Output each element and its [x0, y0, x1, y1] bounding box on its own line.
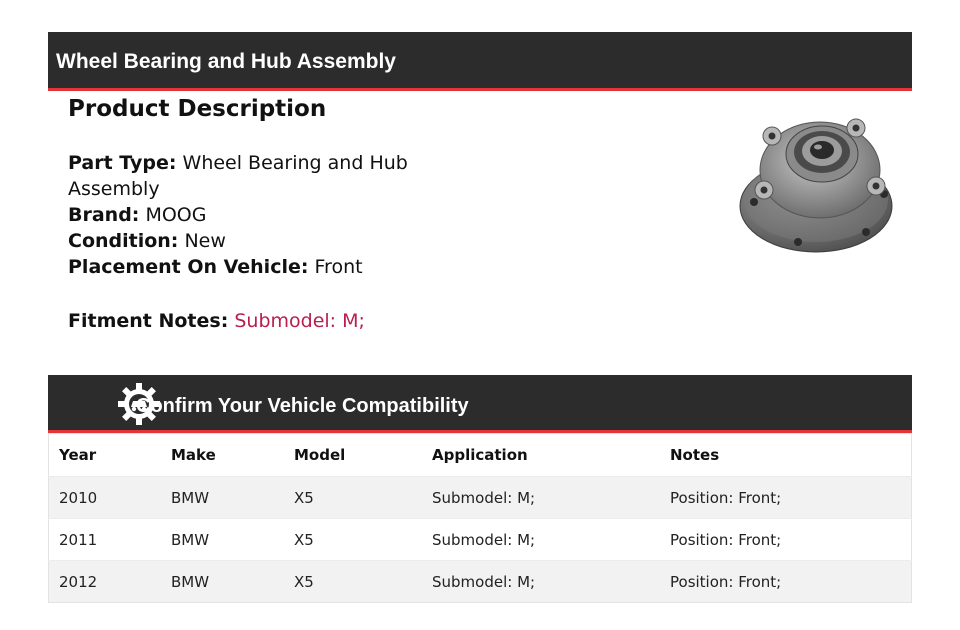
- placement-label: Placement On Vehicle:: [68, 256, 309, 278]
- column-model: Model: [294, 446, 346, 464]
- condition-label: Condition:: [68, 230, 179, 252]
- column-year: Year: [59, 446, 97, 464]
- condition-row: [68, 228, 418, 254]
- product-specs: [68, 150, 418, 280]
- column-notes: Notes: [670, 446, 720, 464]
- part-type-label: Part Type:: [68, 152, 177, 174]
- condition-value: New: [184, 230, 226, 252]
- cell-notes: Position: Front;: [660, 519, 912, 561]
- cell-model: X5: [284, 561, 422, 603]
- placement-row: [68, 254, 418, 280]
- cell-application: Submodel: M;: [422, 561, 660, 603]
- cell-application: Submodel: M;: [422, 477, 660, 519]
- table-row: [49, 477, 912, 519]
- cell-year: 2011: [49, 519, 162, 561]
- compatibility-bar: [48, 375, 912, 433]
- brand-row: [68, 202, 418, 228]
- compatibility-title: Confirm Your Vehicle Compatibility: [136, 395, 469, 417]
- brand-label: Brand:: [68, 204, 140, 226]
- column-application: Application: [432, 446, 528, 464]
- cell-notes: Position: Front;: [660, 561, 912, 603]
- cell-model: X5: [284, 519, 422, 561]
- cell-make: BMW: [161, 477, 284, 519]
- table-header-row: [49, 434, 912, 477]
- product-image: [738, 114, 898, 264]
- fitment-label: Fitment Notes:: [68, 310, 229, 332]
- fitment-notes: [68, 308, 418, 334]
- cell-model: X5: [284, 477, 422, 519]
- cell-application: Submodel: M;: [422, 519, 660, 561]
- cell-year: 2012: [49, 561, 162, 603]
- part-type-row: [68, 150, 418, 202]
- product-title: Wheel Bearing and Hub Assembly: [56, 50, 396, 73]
- brand-value: MOOG: [145, 204, 207, 226]
- table-row: [49, 519, 912, 561]
- cell-notes: Position: Front;: [660, 477, 912, 519]
- placement-value: Front: [314, 256, 363, 278]
- column-make: Make: [171, 446, 216, 464]
- table-row: [49, 561, 912, 603]
- part-type-value: Wheel Bearing and Hub Assembly: [68, 152, 408, 200]
- cell-year: 2010: [49, 477, 162, 519]
- description-heading: Product Description: [68, 96, 327, 122]
- cell-make: BMW: [161, 561, 284, 603]
- cell-make: BMW: [161, 519, 284, 561]
- title-bar: [48, 32, 912, 91]
- fitment-value: Submodel: M;: [234, 310, 365, 332]
- compatibility-table: [48, 433, 912, 603]
